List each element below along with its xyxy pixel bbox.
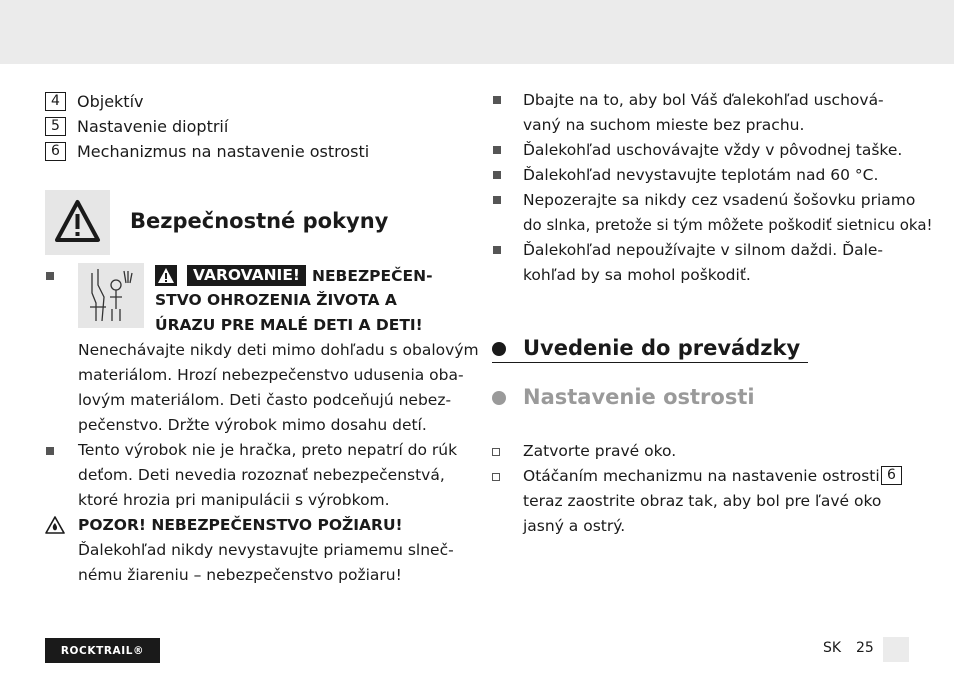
right-bullet-line: Ďalekohľad nepoužívajte v silnom daždi. Ďale- [523, 241, 884, 259]
right-bullet-line: Nepozerajte sa nikdy cez vsadenú šošovku priamo [523, 191, 916, 209]
warning-triangle-icon [155, 265, 177, 286]
bullet-icon [493, 171, 501, 179]
bullet-icon [493, 146, 501, 154]
right-bullet-line: Ďalekohľad nevystavujte teplotám nad 60 °C. [523, 166, 879, 184]
subsection-dot-icon [492, 391, 506, 405]
step-text: jasný a ostrý. [523, 517, 626, 535]
warning-badge: VAROVANIE! [187, 265, 306, 286]
list-item [45, 114, 369, 139]
warning-text-line: lovým materiálom. Deti často podceňujú nebez- [78, 391, 452, 409]
warning-text-line: Nenechávajte nikdy deti mimo dohľadu s obalovým [78, 341, 479, 359]
bullet-icon [46, 272, 54, 280]
page-number: 25 [856, 640, 874, 656]
part-number-badge: 6 [881, 466, 902, 485]
brand-logo: ROCKTRAIL® [45, 638, 160, 663]
part-number-badge: 4 [45, 92, 66, 111]
step-text: teraz zaostrite obraz tak, aby bol pre ľavé oko [523, 492, 882, 510]
bullet-icon [493, 96, 501, 104]
footer-tab [883, 637, 909, 662]
fire-text-line: nému žiareniu – nebezpečenstvo požiaru! [78, 566, 402, 584]
warning-title-line: ÚRAZU PRE MALÉ DETI A DETI! [155, 316, 423, 334]
toy-text-line: deťom. Deti nevedia rozoznať nebezpečenstvá, [78, 466, 445, 484]
step-checkbox-icon [492, 473, 500, 481]
part-label: Nastavenie dioptrií [77, 117, 229, 136]
fire-warning-title: POZOR! NEBEZPEČENSTVO POŽIARU! [78, 516, 403, 534]
bullet-icon [493, 196, 501, 204]
safety-heading: Bezpečnostné pokyny [130, 209, 389, 233]
right-bullet-line: vaný na suchom mieste bez prachu. [523, 116, 805, 134]
section-heading: Uvedenie do prevádzky [523, 336, 801, 360]
bullet-icon [493, 246, 501, 254]
section-dot-icon [492, 342, 506, 356]
warning-title-line: STVO OHROZENIA ŽIVOTA A [155, 291, 397, 309]
part-label: Mechanizmus na nastavenie ostrosti [77, 142, 370, 161]
section-underline [492, 362, 808, 363]
right-bullet-line: Dbajte na to, aby bol Váš ďalekohľad uschová- [523, 91, 884, 109]
part-number-badge: 5 [45, 117, 66, 136]
right-bullet-line: Ďalekohľad uschovávajte vždy v pôvodnej taške. [523, 141, 903, 159]
toy-text-line: ktoré hrozia pri manipulácii s výrobkom. [78, 491, 390, 509]
warning-title [155, 263, 433, 288]
warning-text-line: pečenstvo. Držte výrobok mimo dosahu detí. [78, 416, 427, 434]
warning-title-line: NEBEZPEČEN- [311, 266, 433, 285]
part-number-badge: 6 [45, 142, 66, 161]
parts-list [45, 89, 369, 164]
warning-triangle-icon [45, 190, 110, 255]
language-code: SK [823, 640, 842, 656]
step-checkbox-icon [492, 448, 500, 456]
step-text: Zatvorte pravé oko. [523, 442, 677, 460]
toy-text-line: Tento výrobok nie je hračka, preto nepatrí do rúk [78, 441, 458, 459]
right-bullet-line: kohľad by sa mohol poškodiť. [523, 266, 751, 284]
list-item [45, 89, 369, 114]
fire-warning-icon [45, 516, 65, 534]
subsection-heading: Nastavenie ostrosti [523, 385, 755, 409]
child-packaging-hazard-icon [78, 263, 144, 328]
right-bullet-line: do slnka, pretože si tým môžete poškodiť sietnicu oka! [523, 216, 933, 234]
fire-text-line: Ďalekohľad nikdy nevystavujte priamemu slneč- [78, 541, 454, 559]
warning-text-line: materiálom. Hrozí nebezpečenstvo udusenia oba- [78, 366, 464, 384]
step-text: Otáčaním mechanizmu na nastavenie ostrosti [523, 467, 880, 485]
list-item [45, 139, 369, 164]
page-header-band [0, 0, 954, 64]
part-label: Objektív [77, 92, 144, 111]
bullet-icon [46, 447, 54, 455]
